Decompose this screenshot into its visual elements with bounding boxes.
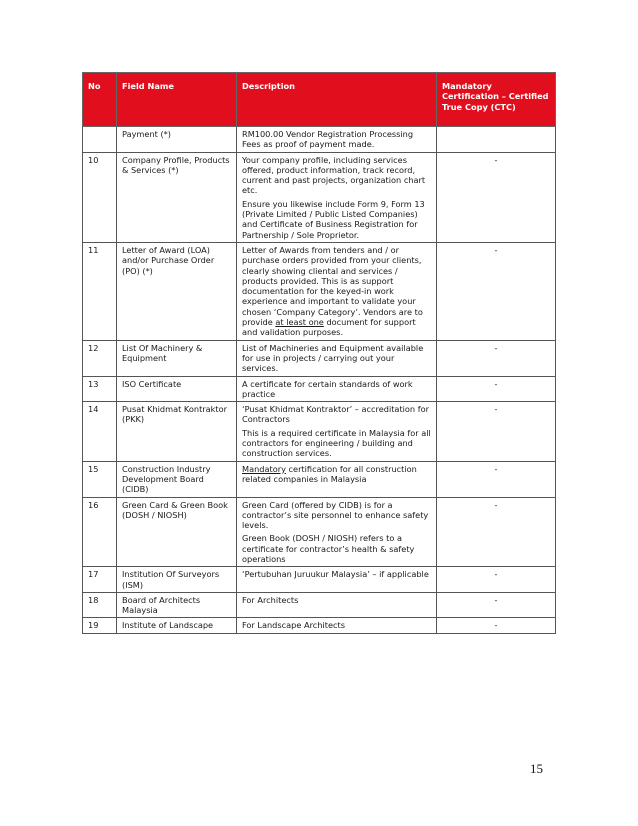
row-number: 10 (83, 152, 117, 242)
table-row (83, 152, 556, 242)
row-number: 13 (83, 376, 117, 402)
description (237, 242, 437, 340)
row-number (83, 127, 117, 153)
header-description: Description (237, 73, 437, 127)
description (237, 592, 437, 618)
description-paragraph: For Architects (242, 594, 299, 605)
field-name: ISO Certificate (117, 376, 237, 402)
description (237, 618, 437, 633)
field-name: Board of Architects Malaysia (117, 592, 237, 618)
field-name: List Of Machinery & Equipment (117, 340, 237, 376)
header-no: No (83, 73, 117, 127)
table-body (83, 127, 556, 634)
mandatory-certification: - (437, 618, 556, 633)
description-paragraph (242, 464, 431, 485)
description (237, 497, 437, 567)
mandatory-certification: - (437, 461, 556, 497)
mandatory-certification: - (437, 152, 556, 242)
description-paragraph: For Landscape Architects (242, 620, 345, 631)
mandatory-certification: - (437, 567, 556, 593)
mandatory-certification: - (437, 402, 556, 461)
description-paragraph: Green Book (DOSH / NIOSH) refers to a certificate for contractor’s health & safety operations (242, 533, 415, 564)
row-number: 11 (83, 242, 117, 340)
table-row (83, 592, 556, 618)
table-row (83, 567, 556, 593)
field-name: Green Card & Green Book (DOSH / NIOSH) (117, 497, 237, 567)
mandatory-certification: - (437, 497, 556, 567)
field-name: Institution Of Surveyors (ISM) (117, 567, 237, 593)
row-number: 12 (83, 340, 117, 376)
table-row (83, 461, 556, 497)
field-name: Company Profile, Products & Services (*) (117, 152, 237, 242)
mandatory-certification: - (437, 340, 556, 376)
table-row (83, 340, 556, 376)
table-row (83, 376, 556, 402)
table-header (83, 73, 556, 127)
description-paragraph: RM100.00 Vendor Registration Processing Fees as proof of payment made. (242, 129, 414, 150)
description-text: certification for all construction related companies in Malaysia (242, 463, 417, 484)
header-row (83, 73, 556, 127)
description-paragraph: Green Card (offered by CIDB) is for a contractor’s site personnel to enhance safety levels. (242, 499, 429, 531)
header-mandatory-certification: Mandatory Certification – Certified True Copy (CTC) (437, 73, 556, 127)
table-row (83, 242, 556, 340)
table-row (83, 618, 556, 633)
description-paragraph: Your company profile, including services offered, product information, track record, current and past projects, organization chart etc. (242, 154, 426, 196)
page-number: 15 (530, 761, 543, 776)
requirements-table (82, 72, 556, 634)
row-number: 18 (83, 592, 117, 618)
description-text: document for support and validation purposes. (242, 317, 416, 338)
field-name: Institute of Landscape (117, 618, 237, 633)
row-number: 15 (83, 461, 117, 497)
description (237, 152, 437, 242)
description (237, 402, 437, 461)
description-emphasis: Mandatory (242, 463, 286, 474)
field-name: Payment (*) (117, 127, 237, 153)
description (237, 127, 437, 153)
description-paragraph (242, 245, 431, 338)
row-number: 19 (83, 618, 117, 633)
field-name: Letter of Award (LOA) and/or Purchase Order (PO) (*) (117, 242, 237, 340)
mandatory-certification (437, 127, 556, 153)
description-paragraph: Ensure you likewise include Form 9, Form 13 (Private Limited / Public Listed Companies) and Certificate of Business Registration for Partnership / Sole Proprietor. (242, 198, 425, 240)
description-paragraph: List of Machineries and Equipment available for use in projects / carrying out your services. (242, 342, 424, 374)
mandatory-certification: - (437, 242, 556, 340)
row-number: 14 (83, 402, 117, 461)
description (237, 340, 437, 376)
description-paragraph: ‘Pertubuhan Juruukur Malaysia’ – if applicable (242, 569, 429, 580)
table-row (83, 127, 556, 153)
mandatory-certification: - (437, 592, 556, 618)
table-row (83, 497, 556, 567)
table-row (83, 402, 556, 461)
description (237, 461, 437, 497)
field-name: Construction Industry Development Board (CIDB) (117, 461, 237, 497)
description-paragraph: This is a required certificate in Malaysia for all contractors for engineering / building and construction services. (242, 427, 431, 459)
description (237, 567, 437, 593)
mandatory-certification: - (437, 376, 556, 402)
description-paragraph: ‘Pusat Khidmat Kontraktor’ – accreditation for Contractors (242, 404, 429, 425)
row-number: 16 (83, 497, 117, 567)
field-name: Pusat Khidmat Kontraktor (PKK) (117, 402, 237, 461)
description-emphasis: at least one (275, 317, 324, 328)
description-text: Letter of Awards from tenders and / or purchase orders provided from your clients, clearly showing cliental and services / products provided. This is as support documentation for the keyed-in work experience and important to validate your chosen ‘Company Category’. Vendors are to provide (242, 244, 423, 328)
description-paragraph: A certificate for certain standards of work practice (242, 378, 413, 399)
description (237, 376, 437, 402)
row-number: 17 (83, 567, 117, 593)
header-field-name: Field Name (117, 73, 237, 127)
